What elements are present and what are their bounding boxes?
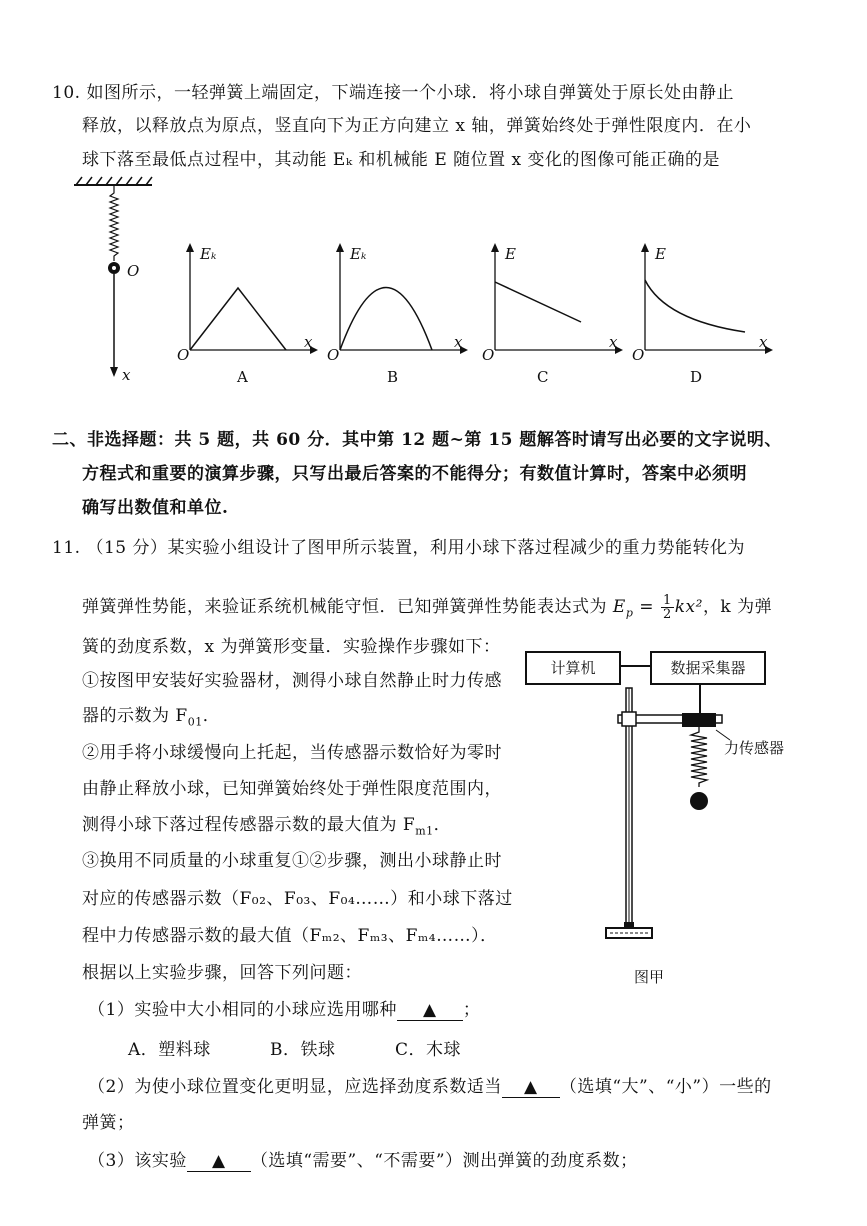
formula-fraction: $\frac{1}{2}$ (662, 593, 672, 622)
graph-a-curve (190, 288, 286, 350)
graph-a-ylabel: Eₖ (200, 245, 217, 263)
q11-line3: 簧的劲度系数，x 为弹簧形变量．实验操作步骤如下： (82, 637, 501, 657)
step2-line2: 由静止释放小球，已知弹簧始终处于弹性限度范围内， (82, 779, 502, 799)
answer-blank-2[interactable]: ▲ (502, 1077, 560, 1098)
step3-line2: 对应的传感器示数（F₀₂、F₀₃、F₀₄……）和小球下落过 (82, 889, 513, 909)
q11-sub2-line2: 弹簧； (82, 1113, 135, 1133)
graph-b-curve (340, 288, 432, 351)
q11-sub2: （2）为使小球位置变化更明显，应选择劲度系数适当 ▲ （选填“大”、“小”）一些的 (88, 1077, 772, 1097)
q11-sub1: （1）实验中大小相同的小球应选用哪种 ▲ ； (88, 1000, 481, 1020)
apparatus-figure (600, 660, 800, 960)
step1-line2: 器的示数为 $F_{01}$． (82, 706, 221, 729)
graph-d-curve (645, 280, 745, 332)
q10-line2: 释放，以释放点为原点，竖直向下为正方向建立 x 轴，弹簧始终处于弹性限度内．在小 (82, 116, 752, 136)
figure-caption: 图甲 (634, 968, 665, 986)
force-sensor-label: 力传感器 (724, 739, 785, 757)
step2-line3: 测得小球下落过程传感器示数的最大值为 $F_{m1}$． (82, 815, 452, 838)
graph-c-xlabel: x (609, 333, 618, 351)
graph-a-xlabel: x (304, 333, 313, 351)
graph-d-ylabel: E (655, 245, 666, 263)
answer-blank-1[interactable]: ▲ (397, 1000, 463, 1021)
q10-line3: 球下落至最低点过程中，其动能 Eₖ 和机械能 E 随位置 x 变化的图像可能正确的是 (82, 150, 721, 170)
graph-b-origin: O (327, 346, 340, 364)
section2-line3: 确写出数值和单位. (82, 498, 229, 518)
option-d-label: D (690, 368, 703, 386)
q10-line1: 10. 如图所示，一轻弹簧上端固定，下端连接一个小球．将小球自弹簧处于原长处由静止 (52, 83, 734, 103)
graph-b-xlabel: x (454, 333, 463, 351)
q11-line1: 11. （15 分）某实验小组设计了图甲所示装置，利用小球下落过程减少的重力势能转化为 (52, 538, 745, 558)
graph-d-xlabel: x (759, 333, 768, 351)
option-b-label: B (387, 368, 399, 386)
graph-c-curve (495, 282, 581, 322)
q1-option-a: A．塑料球 (128, 1040, 211, 1060)
q1-option-b: B．铁球 (270, 1040, 336, 1060)
graph-a-origin: O (177, 346, 190, 364)
q1-option-c: C．木球 (395, 1040, 462, 1060)
spring-origin-label: O (127, 262, 140, 280)
answer-blank-3[interactable]: ▲ (187, 1151, 251, 1172)
spring-figure (60, 175, 160, 390)
graph-c-origin: O (482, 346, 495, 364)
step3-line3: 程中力传感器示数的最大值（Fₘ₂、Fₘ₃、Fₘ₄……）． (82, 926, 498, 946)
section2-line2: 方程式和重要的演算步骤，只写出最后答案的不能得分；有数值计算时，答案中必须明 (82, 464, 747, 484)
q11-sub3: （3）该实验 ▲ （选填“需要”、“不需要”）测出弹簧的劲度系数； (88, 1151, 638, 1171)
option-c-label: C (537, 368, 549, 386)
step3-line1: ③换用不同质量的小球重复①②步骤，测出小球静止时 (82, 851, 502, 871)
q11-line2: 弹簧弹性势能，来验证系统机械能守恒．已知弹簧弹性势能表达式为 $E_p$ = $\frac{1}{2}$ kx²，k 为弹 (82, 593, 773, 622)
data-collector-box: 数据采集器 (650, 651, 766, 685)
graph-c-ylabel: E (505, 245, 516, 263)
option-a-label: A (237, 368, 248, 386)
step4-line: 根据以上实验步骤，回答下列问题： (82, 963, 362, 983)
graph-d-origin: O (632, 346, 645, 364)
step1-line1: ①按图甲安装好实验器材，测得小球自然静止时力传感 (82, 671, 502, 691)
spring-axis-label: x (122, 366, 131, 384)
graph-b-ylabel: Eₖ (350, 245, 367, 263)
step2-line1: ②用手将小球缓慢向上托起，当传感器示数恰好为零时 (82, 743, 502, 763)
section2-line1: 二、非选择题：共 5 题，共 60 分．其中第 12 题~第 15 题解答时请写出必要的文字说明、 (52, 430, 782, 450)
computer-box: 计算机 (525, 651, 621, 685)
